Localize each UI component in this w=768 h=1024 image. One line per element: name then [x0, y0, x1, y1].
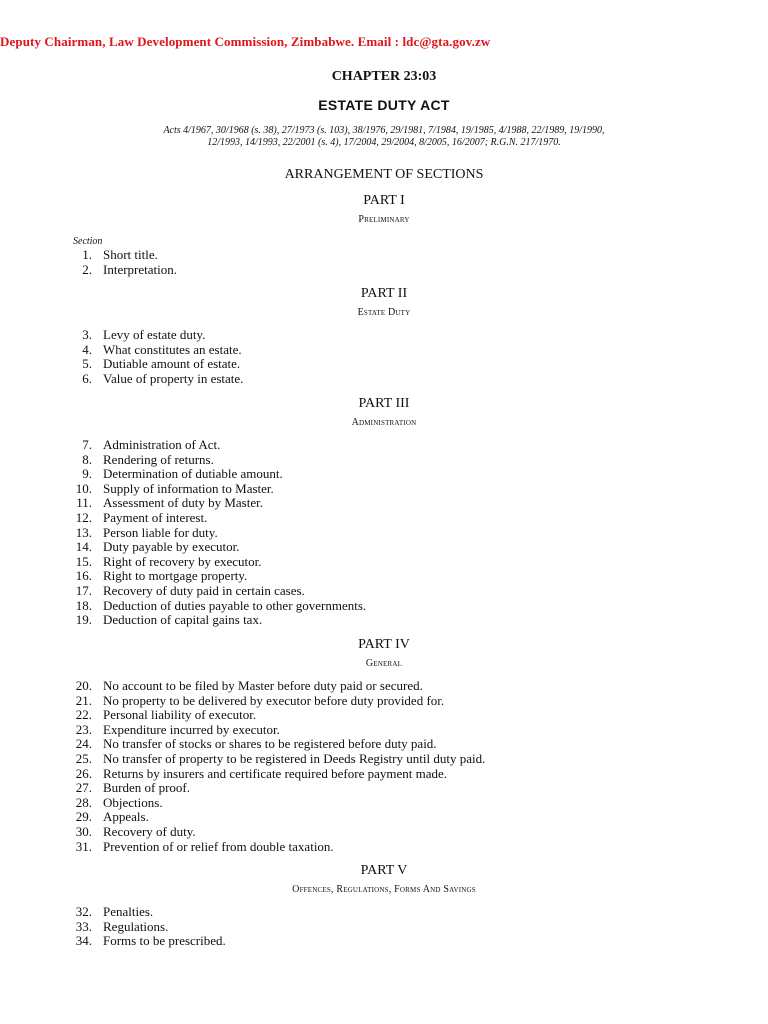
section-title: Determination of dutiable amount.	[103, 466, 283, 482]
section-title: Penalties.	[103, 904, 154, 919]
section-number: 32.	[75, 904, 92, 919]
part-title: PART IV	[358, 637, 410, 652]
part-title: PART III	[358, 396, 410, 411]
section-title: Supply of information to Master.	[103, 480, 274, 496]
part-title: PART V	[360, 863, 408, 878]
section-number: 5.	[82, 356, 92, 372]
section-title: Recovery of duty.	[103, 823, 196, 839]
section-title: No account to be filed by Master before duty paid or secured.	[103, 678, 423, 693]
section-number: 6.	[82, 370, 92, 386]
amending-acts-line-1: Acts 4/1967, 30/1968 (s. 38), 27/1973 (s. 103), 38/1976, 29/1981, 7/1984, 19/1985, 4/1988, 22/1989, 19/1990,	[163, 125, 605, 136]
section-number: 2.	[82, 261, 92, 277]
section-number: 10.	[75, 480, 92, 496]
amending-acts-line-2: 12/1993, 14/1993, 22/2001 (s. 4), 17/2004, 29/2004, 8/2005, 16/2007; R.G.N. 217/1970.	[207, 137, 561, 148]
section-number: 11.	[76, 495, 92, 511]
section-number: 13.	[75, 524, 92, 540]
part-subtitle: General	[365, 658, 403, 669]
arrangement-heading: ARRANGEMENT OF SECTIONS	[284, 167, 484, 182]
section-title: Interpretation.	[103, 261, 177, 277]
part-subtitle: Offences, Regulations, Forms And Savings	[292, 884, 476, 895]
section-title: No transfer of property to be registered in Deeds Registry until duty paid.	[103, 750, 486, 766]
section-column-label: Section	[73, 236, 103, 247]
part-subtitle: Preliminary	[358, 214, 410, 225]
section-number: 22.	[75, 707, 92, 723]
section-title: No property to be delivered by executor before duty provided for.	[103, 692, 445, 708]
section-title: Burden of proof.	[103, 780, 191, 796]
section-number: 17.	[75, 582, 92, 598]
section-number: 31.	[75, 838, 92, 854]
section-number: 16.	[75, 568, 92, 584]
section-number: 4.	[82, 341, 92, 357]
section-title: Appeals.	[103, 809, 149, 825]
section-number: 14.	[75, 539, 92, 555]
section-title: Recovery of duty paid in certain cases.	[103, 582, 305, 598]
section-number: 29.	[75, 809, 92, 825]
section-title: Person liable for duty.	[103, 524, 218, 540]
section-number: 25.	[75, 750, 92, 766]
section-title: Administration of Act.	[103, 437, 221, 452]
section-number: 7.	[82, 437, 92, 452]
section-number: 20.	[75, 678, 92, 693]
section-number: 23.	[75, 721, 92, 737]
section-title: Right of recovery by executor.	[103, 553, 262, 569]
section-title: Right to mortgage property.	[103, 568, 248, 584]
section-title: Assessment of duty by Master.	[103, 495, 263, 511]
section-number: 21.	[75, 692, 92, 708]
section-title: Levy of estate duty.	[103, 327, 206, 342]
section-number: 1.	[82, 247, 92, 262]
section-number: 28.	[75, 794, 92, 810]
section-title: No transfer of stocks or shares to be registered before duty paid.	[103, 736, 437, 752]
section-number: 3.	[82, 327, 92, 342]
part-title: PART II	[360, 286, 408, 301]
section-title: Deduction of capital gains tax.	[103, 612, 263, 628]
section-title: Rendering of returns.	[103, 451, 214, 467]
part-subtitle: Estate Duty	[357, 307, 411, 318]
section-number: 24.	[75, 736, 92, 752]
part-title: PART I	[363, 193, 405, 208]
section-title: Dutiable amount of estate.	[103, 356, 241, 372]
section-title: Expenditure incurred by executor.	[103, 721, 280, 737]
section-title: Regulations.	[103, 918, 169, 934]
section-number: 27.	[75, 780, 92, 796]
section-number: 9.	[82, 466, 92, 482]
section-title: Short title.	[103, 247, 158, 262]
section-number: 15.	[75, 553, 92, 569]
section-number: 18.	[75, 597, 92, 613]
chapter-number: CHAPTER 23:03	[331, 69, 437, 84]
section-number: 8.	[82, 451, 92, 467]
section-number: 19.	[75, 612, 92, 628]
section-number: 12.	[75, 509, 92, 525]
act-title: ESTATE DUTY ACT	[318, 97, 450, 113]
section-title: Prevention of or relief from double taxation.	[103, 838, 334, 854]
section-title: What constitutes an estate.	[103, 341, 242, 357]
section-number: 33.	[75, 918, 92, 934]
section-title: Returns by insurers and certificate required before payment made.	[103, 765, 447, 781]
section-title: Objections.	[103, 794, 163, 810]
section-number: 34.	[75, 933, 92, 949]
amending-acts	[0, 125, 768, 149]
section-title: Payment of interest.	[103, 509, 208, 525]
section-title: Personal liability of executor.	[103, 707, 257, 723]
header-contact-line: Deputy Chairman, Law Development Commission, Zimbabwe. Email : ldc@gta.gov.zw	[0, 34, 491, 49]
section-title: Value of property in estate.	[103, 370, 244, 386]
section-number: 30.	[75, 823, 92, 839]
part-subtitle: Administration	[351, 417, 417, 428]
section-title: Deduction of duties payable to other governments.	[103, 597, 367, 613]
section-title: Forms to be prescribed.	[103, 933, 226, 949]
section-number: 26.	[75, 765, 92, 781]
section-title: Duty payable by executor.	[103, 539, 240, 555]
